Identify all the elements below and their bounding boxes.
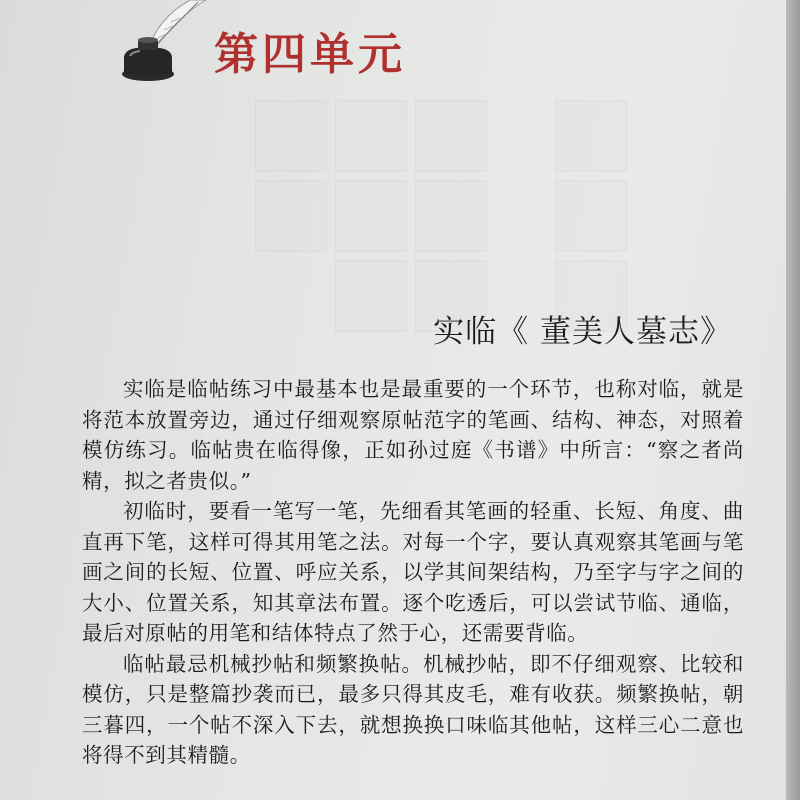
paragraph-3: 临帖最忌机械抄帖和频繁换帖。机械抄帖，即不仔细观察、比较和模仿，只是整篇抄袭而已，最多只得其皮毛，难有收获。频繁换帖，朝三暮四，一个帖不深入下去，就想换换口味临其他帖，这样三心二意也将得不到其精髓。 xyxy=(82,651,744,767)
paragraph-2: 初临时，要看一笔写一笔，先细看其笔画的轻重、长短、角度、曲直再下笔，这样可得其用笔之法。对每一个字，要认真观察其笔画与笔画之间的长短、位置、呼应关系，以学其间架结构，乃至字与字之间的大小、位置关系，知其章法布置。逐个吃透后，可以尝试节临、通临，最后对原帖的用笔和结体特点了然于心，还需要背临。 xyxy=(82,499,744,645)
lesson-title: 实临《 董美人墓志》 xyxy=(433,314,732,350)
show-through-grid xyxy=(255,100,635,340)
ink-bottle-icon xyxy=(118,0,208,82)
chapter-title: 第四单元 xyxy=(214,29,406,80)
body-text xyxy=(82,374,744,771)
paragraph-1: 实临是临帖练习中最基本也是最重要的一个环节，也称对临，就是将范本放置旁边，通过仔细观察原帖范字的笔画、结构、神态，对照着模仿练习。临帖贵在临得像，正如孙过庭《书谱》中所言：“察之者尚精，拟之者贵似。” xyxy=(82,377,744,493)
page-edge xyxy=(786,0,800,800)
